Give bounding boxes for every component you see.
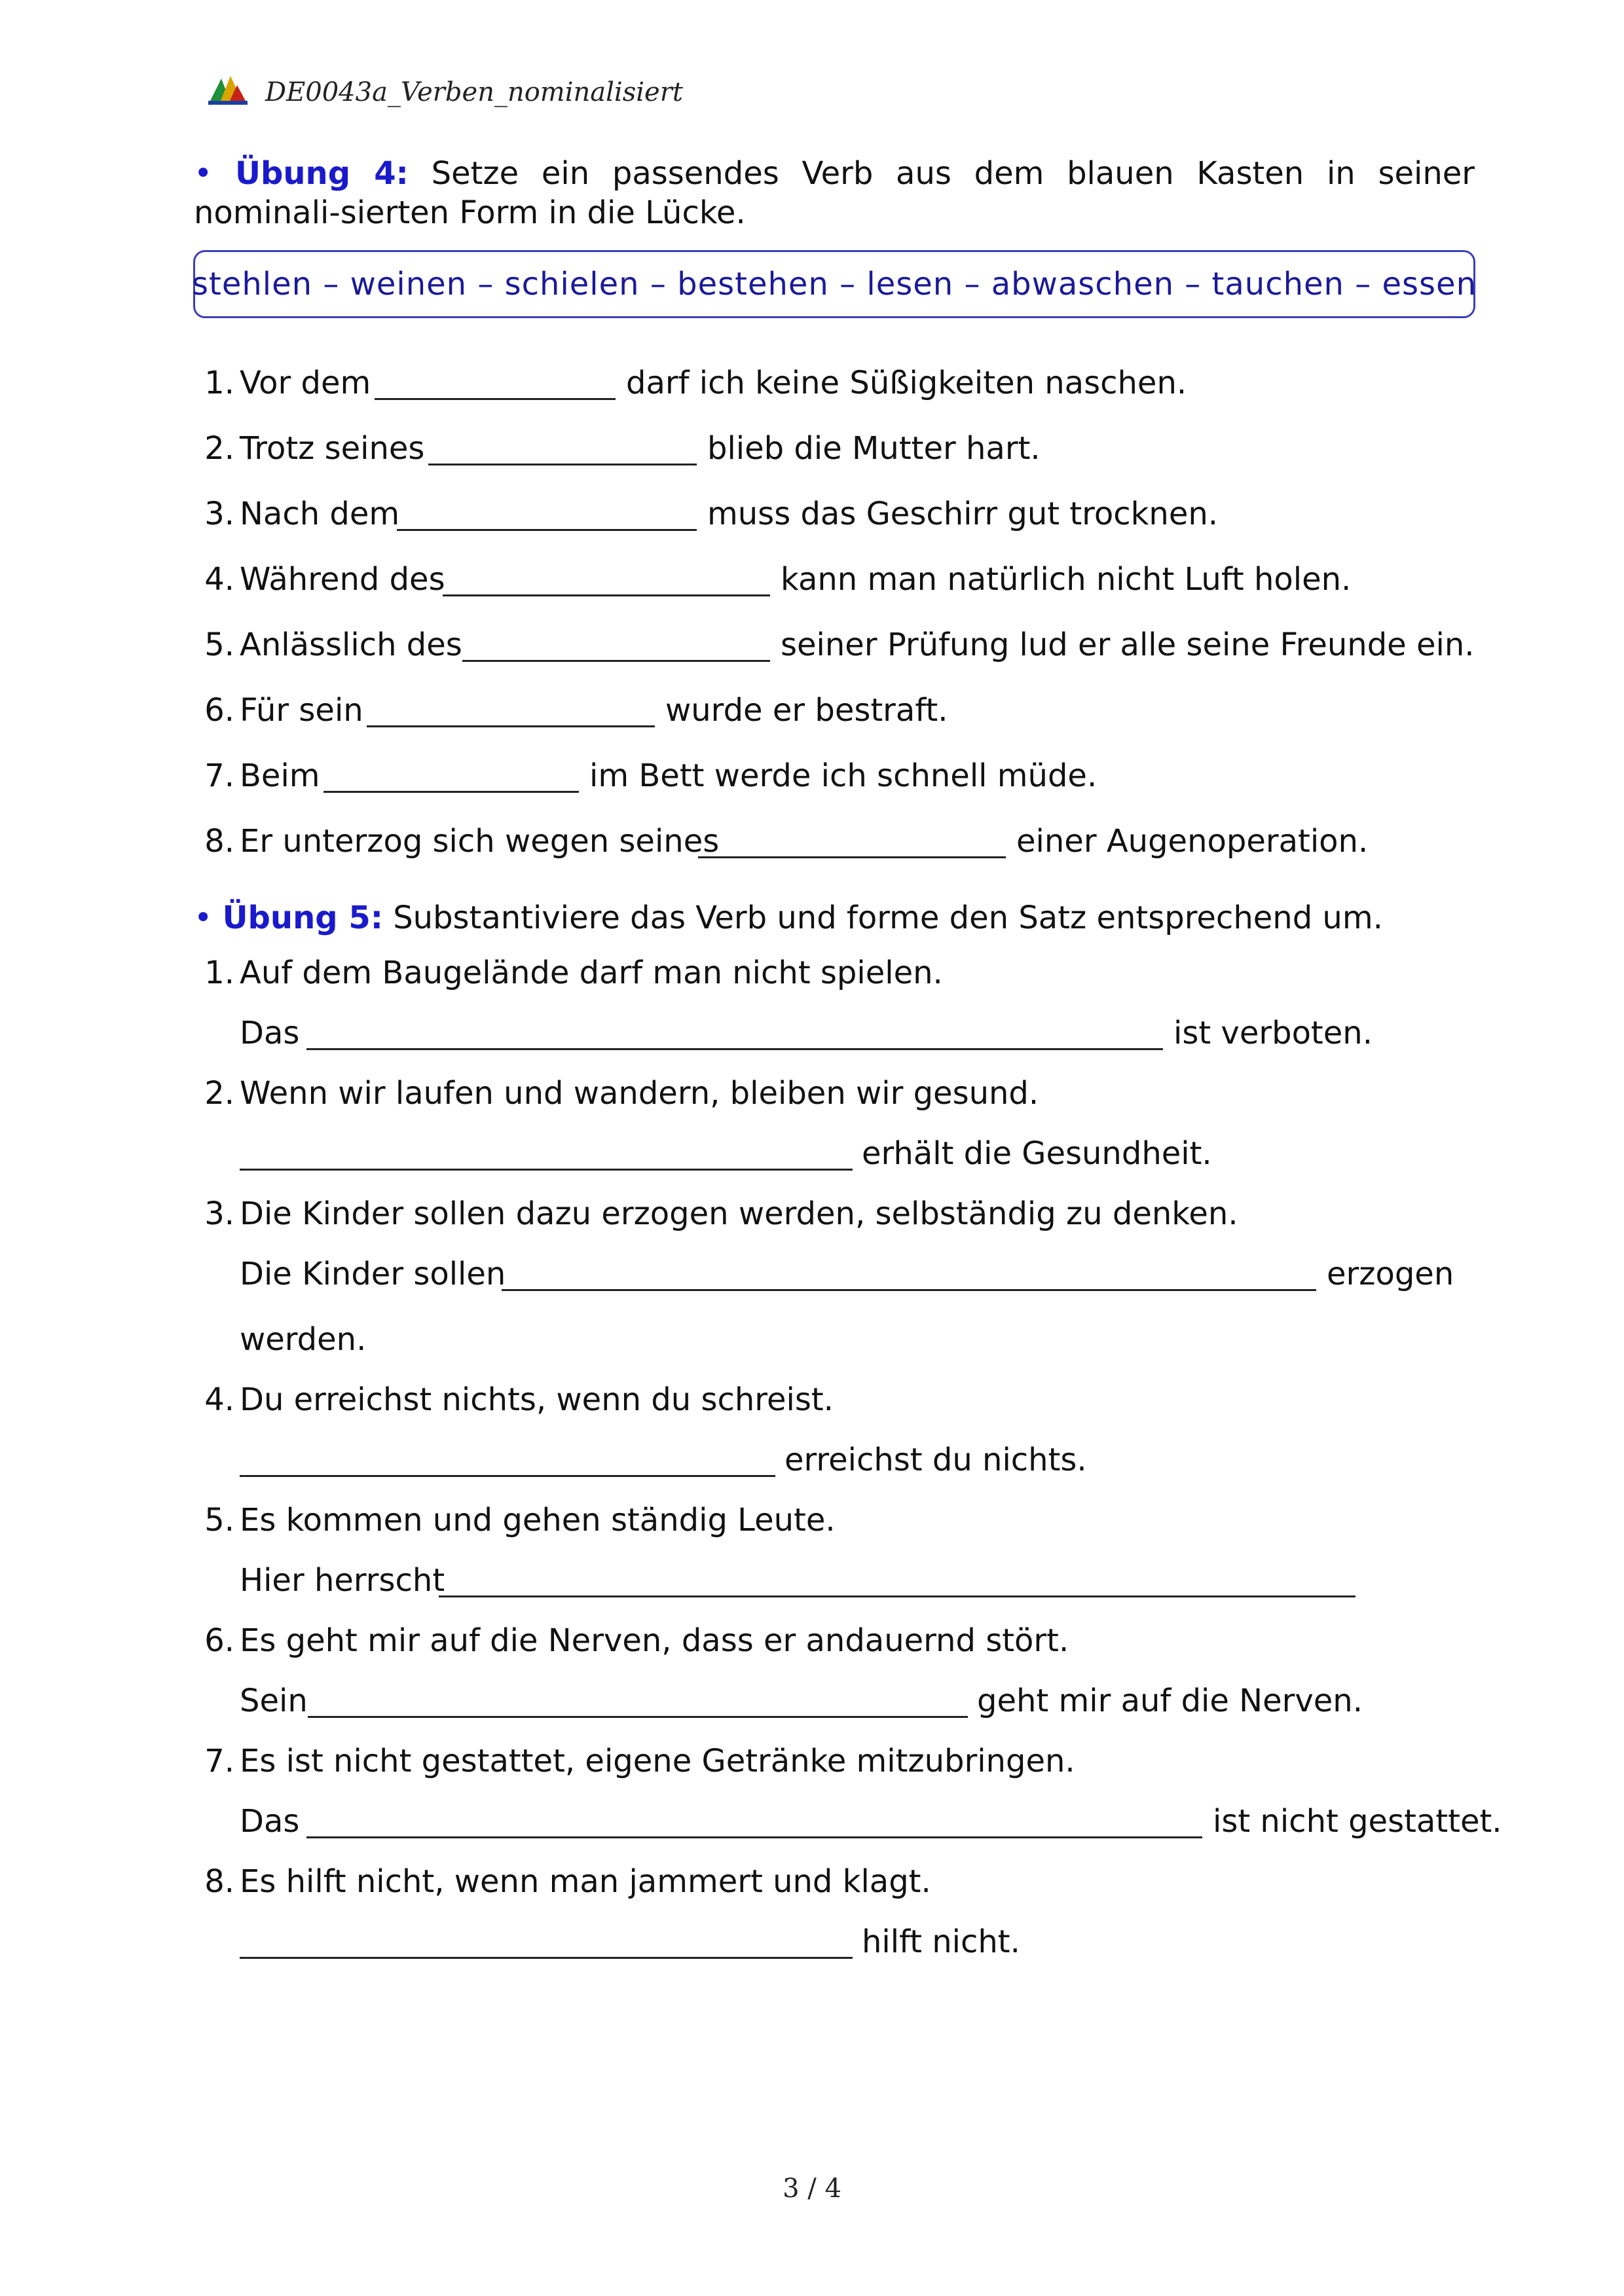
answer-blank[interactable] <box>306 1836 1202 1838</box>
item-text-after: ist nicht gestattet. <box>1213 1803 1502 1840</box>
answer-blank[interactable] <box>240 1169 853 1171</box>
exercise5-instruction: Substantiviere das Verb und forme den Satz entsprechend um. <box>393 900 1383 936</box>
answer-blank[interactable] <box>428 464 697 465</box>
item-number: 4. <box>204 1381 234 1418</box>
item-text-before: Das <box>240 1803 300 1840</box>
item-text-after: wurde er bestraft. <box>665 692 948 729</box>
item-number: 4. <box>204 561 234 598</box>
item-text-after: erzogen <box>1327 1256 1454 1292</box>
item-text-after: im Bett werde ich schnell müde. <box>589 757 1098 794</box>
item-text-after: erhält die Gesundheit. <box>862 1135 1212 1172</box>
item-text-before: Für sein <box>240 692 363 729</box>
item-number: 8. <box>204 1863 234 1900</box>
item-number: 1. <box>204 955 234 991</box>
document-title: DE0043a_Verben_nominalisiert <box>265 77 683 107</box>
item-number: 7. <box>204 1743 234 1779</box>
answer-blank[interactable] <box>439 1595 1356 1597</box>
item-text-after: hilft nicht. <box>862 1923 1020 1960</box>
item-text-before: Trotz seines <box>240 430 425 467</box>
item-sentence: Es kommen und gehen ständig Leute. <box>240 1502 836 1539</box>
bullet: • <box>194 155 213 192</box>
exercise4-instruction: Setze ein passendes Verb aus dem blauen Kasten in seiner nominali-sierten Form in die Lücke. <box>194 155 1475 231</box>
item-continuation: werden. <box>240 1321 367 1358</box>
answer-blank[interactable] <box>462 660 770 662</box>
answer-blank[interactable] <box>375 398 616 400</box>
answer-blank[interactable] <box>443 594 770 596</box>
item-text-before: Sein <box>240 1683 308 1719</box>
page-number: 3 / 4 <box>783 2174 841 2204</box>
word-box-text: stehlen – weinen – schielen – bestehen – lesen – abwaschen – tauchen – essen <box>192 266 1477 302</box>
item-number: 3. <box>204 1195 234 1232</box>
answer-blank[interactable] <box>397 529 697 531</box>
item-text-after: blieb die Mutter hart. <box>707 430 1041 467</box>
answer-blank[interactable] <box>502 1289 1316 1291</box>
item-number: 1. <box>204 365 234 401</box>
exercise4-label: Übung 4: <box>235 155 409 192</box>
item-number: 5. <box>204 627 234 663</box>
item-text-before: Nach dem <box>240 496 400 532</box>
item-text-before: Die Kinder sollen <box>240 1256 506 1292</box>
item-text-before: Das <box>240 1015 300 1051</box>
exercise5-label: Übung 5: <box>222 900 383 936</box>
answer-blank[interactable] <box>306 1048 1163 1050</box>
item-number: 8. <box>204 823 234 860</box>
item-sentence: Es hilft nicht, wenn man jammert und klagt. <box>240 1863 931 1900</box>
item-text-after: darf ich keine Süßigkeiten naschen. <box>626 365 1187 401</box>
item-number: 2. <box>204 430 234 467</box>
item-text-before: Anlässlich des <box>240 627 462 663</box>
exercise4-heading <box>194 154 1475 232</box>
item-sentence: Auf dem Baugelände darf man nicht spielen. <box>240 955 943 991</box>
item-text-after: einer Augenoperation. <box>1016 823 1369 860</box>
answer-blank[interactable] <box>698 856 1006 858</box>
answer-blank[interactable] <box>240 1475 775 1477</box>
logo-icon <box>208 73 248 106</box>
answer-blank[interactable] <box>308 1716 968 1718</box>
item-text-after: kann man natürlich nicht Luft holen. <box>781 561 1352 598</box>
answer-blank[interactable] <box>323 791 579 793</box>
item-number: 5. <box>204 1502 234 1539</box>
exercise5-heading <box>194 898 1383 938</box>
word-box <box>193 250 1475 318</box>
item-sentence: Du erreichst nichts, wenn du schreist. <box>240 1381 834 1418</box>
item-number: 6. <box>204 692 234 729</box>
bullet: • <box>194 900 213 936</box>
item-text-before: Beim <box>240 757 320 794</box>
answer-blank[interactable] <box>240 1957 853 1959</box>
item-text-after: ist verboten. <box>1173 1015 1373 1051</box>
item-number: 3. <box>204 496 234 532</box>
item-text-before: Vor dem <box>240 365 371 401</box>
answer-blank[interactable] <box>367 725 655 727</box>
item-number: 7. <box>204 757 234 794</box>
item-sentence: Es ist nicht gestattet, eigene Getränke mitzubringen. <box>240 1743 1075 1779</box>
item-number: 6. <box>204 1622 234 1659</box>
item-number: 2. <box>204 1075 234 1112</box>
item-sentence: Wenn wir laufen und wandern, bleiben wir gesund. <box>240 1075 1039 1112</box>
item-sentence: Die Kinder sollen dazu erzogen werden, selbständig zu denken. <box>240 1195 1238 1232</box>
item-text-after: erreichst du nichts. <box>784 1442 1087 1478</box>
item-text-before: Hier herrscht <box>240 1562 445 1599</box>
item-text-before: Er unterzog sich wegen seines <box>240 823 720 860</box>
item-text-after: geht mir auf die Nerven. <box>977 1683 1363 1719</box>
item-sentence: Es geht mir auf die Nerven, dass er andauernd stört. <box>240 1622 1069 1659</box>
item-text-before: Während des <box>240 561 445 598</box>
item-text-after: muss das Geschirr gut trocknen. <box>707 496 1219 532</box>
item-text-after: seiner Prüfung lud er alle seine Freunde ein. <box>781 627 1475 663</box>
